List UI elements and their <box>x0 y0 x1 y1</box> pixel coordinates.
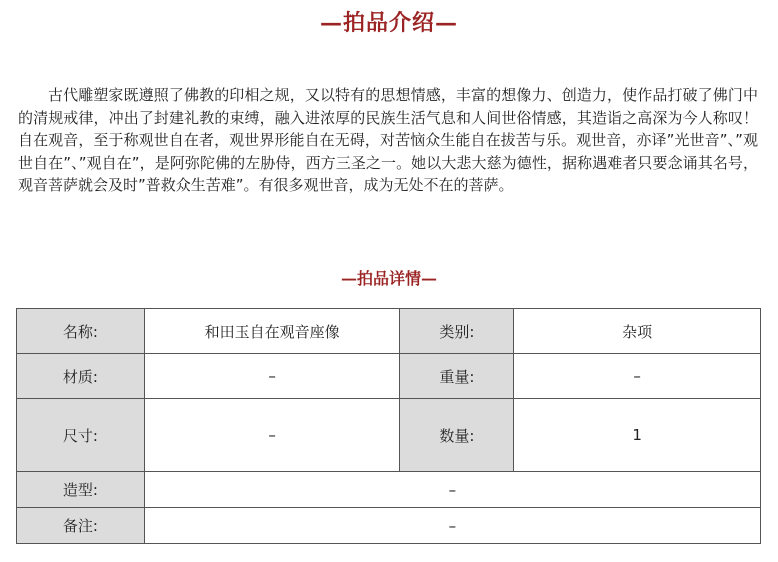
details-title: —拍品详情— <box>340 269 437 288</box>
table-row <box>17 508 761 544</box>
details-table <box>16 308 761 544</box>
material-label: 材质: <box>17 354 145 399</box>
size-value: – <box>144 399 400 472</box>
category-label: 类别: <box>400 309 514 354</box>
table-row <box>17 472 761 508</box>
size-label: 尺寸: <box>17 399 145 472</box>
intro-paragraph: 古代雕塑家既遵照了佛教的印相之规，又以特有的思想情感，丰富的想像力、创造力，使作品打破了佛门中的清规戒律，冲出了封建礼教的束缚，融入进浓厚的民族生活气息和人间世俗情感，其造诣之高深为今人称叹！自在观音，至于称观世自在者，观世界形能自在无碍，对苦恼众生能自在拔苦与乐。观世音，亦译”光世音”、”观世自在”、”观自在”，是阿弥陀佛的左胁侍，西方三圣之一。她以大悲大慈为德性，据称遇难者只要念诵其名号，观音菩萨就会及时”普救众生苦难”。有很多观世音，成为无处不在的菩萨。 <box>18 86 758 194</box>
shape-value: – <box>144 472 760 508</box>
table-row <box>17 309 761 354</box>
shape-label: 造型: <box>17 472 145 508</box>
name-label: 名称: <box>17 309 145 354</box>
table-row <box>17 399 761 472</box>
material-value: – <box>144 354 400 399</box>
weight-value: – <box>514 354 761 399</box>
category-value: 杂项 <box>514 309 761 354</box>
quantity-value: 1 <box>514 399 761 472</box>
remark-value: – <box>144 508 760 544</box>
intro-title: —拍品介绍— <box>319 10 458 36</box>
weight-label: 重量: <box>400 354 514 399</box>
table-row <box>17 354 761 399</box>
quantity-label: 数量: <box>400 399 514 472</box>
remark-label: 备注: <box>17 508 145 544</box>
name-value: 和田玉自在观音座像 <box>144 309 400 354</box>
